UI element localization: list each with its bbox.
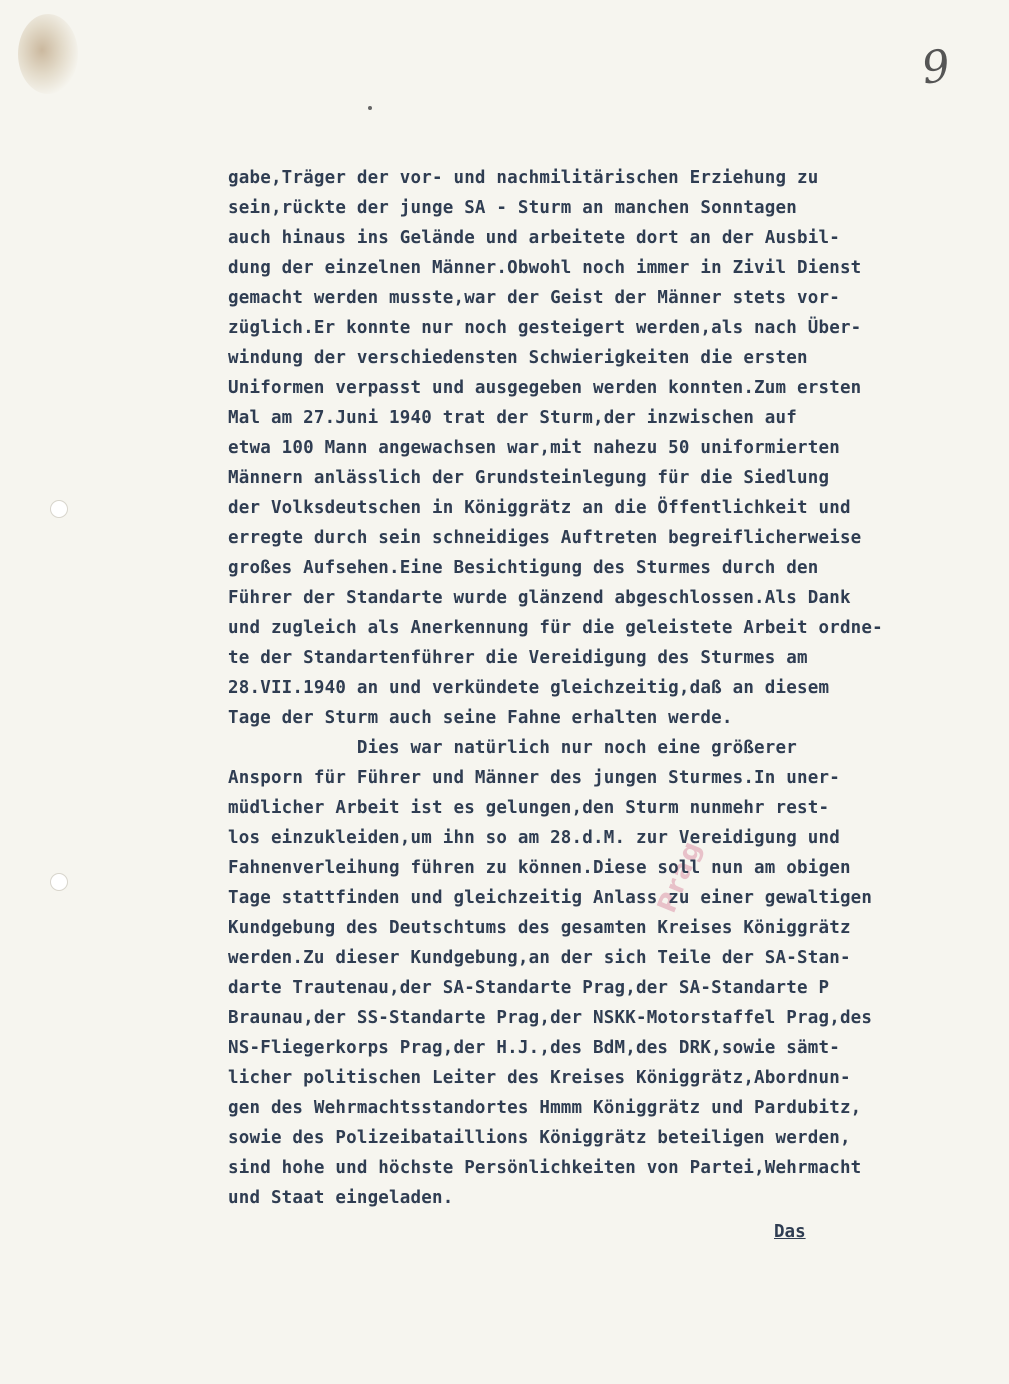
text-line: gen des Wehrmachtsstandortes Hmmm Königgrätz und Pardubitz,: [228, 1098, 862, 1118]
text-line: los einzukleiden,um ihn so am 28.d.M. zur Vereidigung und: [228, 828, 840, 848]
text-line: sind hohe und höchste Persönlichkeiten von Partei,Wehrmacht: [228, 1158, 862, 1178]
text-line: Braunau,der SS-Standarte Prag,der NSKK-Motorstaffel Prag,des: [228, 1008, 873, 1028]
text-line: Kundgebung des Deutschtums des gesamten Kreises Königgrätz: [228, 918, 851, 938]
text-line: 28.VII.1940 an und verkündete gleichzeitig,daß an diesem: [228, 678, 830, 698]
text-line: darte Trautenau,der SA-Standarte Prag,der SA-Standarte P: [228, 978, 830, 998]
text-line: te der Standartenführer die Vereidigung des Sturmes am: [228, 648, 808, 668]
text-line: NS-Fliegerkorps Prag,der H.J.,des BdM,des DRK,sowie sämt-: [228, 1038, 840, 1058]
punch-hole: [50, 500, 68, 518]
text-line: werden.Zu dieser Kundgebung,an der sich Teile der SA-Stan-: [228, 948, 851, 968]
text-line: windung der verschiedensten Schwierigkeiten die ersten: [228, 348, 808, 368]
text-line: sowie des Polizeibataillions Königgrätz beteiligen werden,: [228, 1128, 851, 1148]
ink-dot: [368, 106, 372, 110]
handwritten-page-number: 9: [918, 40, 954, 95]
typed-body-text: [228, 163, 988, 1213]
faded-stamp: Prag: [652, 835, 709, 918]
text-line: Dies war natürlich nur noch eine größerer: [228, 738, 798, 758]
text-line: Ansporn für Führer und Männer des jungen Sturmes.In uner-: [228, 768, 840, 788]
text-line: Fahnenverleihung führen zu können.Diese soll nun am obigen: [228, 858, 851, 878]
text-line: müdlicher Arbeit ist es gelungen,den Sturm nunmehr rest-: [228, 798, 830, 818]
text-line: und zugleich als Anerkennung für die geleistete Arbeit ordne-: [228, 618, 883, 638]
punch-hole: [50, 873, 68, 891]
text-line: und Staat eingeladen.: [228, 1188, 454, 1208]
text-line: dung der einzelnen Männer.Obwohl noch immer in Zivil Dienst: [228, 258, 862, 278]
page-catchword: Das: [774, 1222, 806, 1242]
text-line: der Volksdeutschen in Königgrätz an die Öffentlichkeit und: [228, 498, 851, 518]
text-line: auch hinaus ins Gelände und arbeitete dort an der Ausbil-: [228, 228, 840, 248]
text-line: etwa 100 Mann angewachsen war,mit nahezu 50 uniformierten: [228, 438, 840, 458]
text-line: Tage der Sturm auch seine Fahne erhalten werde.: [228, 708, 733, 728]
text-line: Uniformen verpasst und ausgegeben werden konnten.Zum ersten: [228, 378, 862, 398]
text-line: licher politischen Leiter des Kreises Königgrätz,Abordnun-: [228, 1068, 851, 1088]
text-line: erregte durch sein schneidiges Auftreten begreiflicherweise: [228, 528, 862, 548]
text-line: züglich.Er konnte nur noch gesteigert werden,als nach Über-: [228, 318, 862, 338]
text-line: Führer der Standarte wurde glänzend abgeschlossen.Als Dank: [228, 588, 851, 608]
text-line: großes Aufsehen.Eine Besichtigung des Sturmes durch den: [228, 558, 819, 578]
text-line: gemacht werden musste,war der Geist der Männer stets vor-: [228, 288, 840, 308]
text-line: sein,rückte der junge SA - Sturm an manchen Sonntagen: [228, 198, 798, 218]
text-line: gabe,Träger der vor- und nachmilitärischen Erziehung zu: [228, 168, 819, 188]
paper-stain: [18, 14, 78, 94]
text-line: Mal am 27.Juni 1940 trat der Sturm,der inzwischen auf: [228, 408, 798, 428]
text-line: Tage stattfinden und gleichzeitig Anlass zu einer gewaltigen: [228, 888, 873, 908]
text-line: Männern anlässlich der Grundsteinlegung für die Siedlung: [228, 468, 830, 488]
